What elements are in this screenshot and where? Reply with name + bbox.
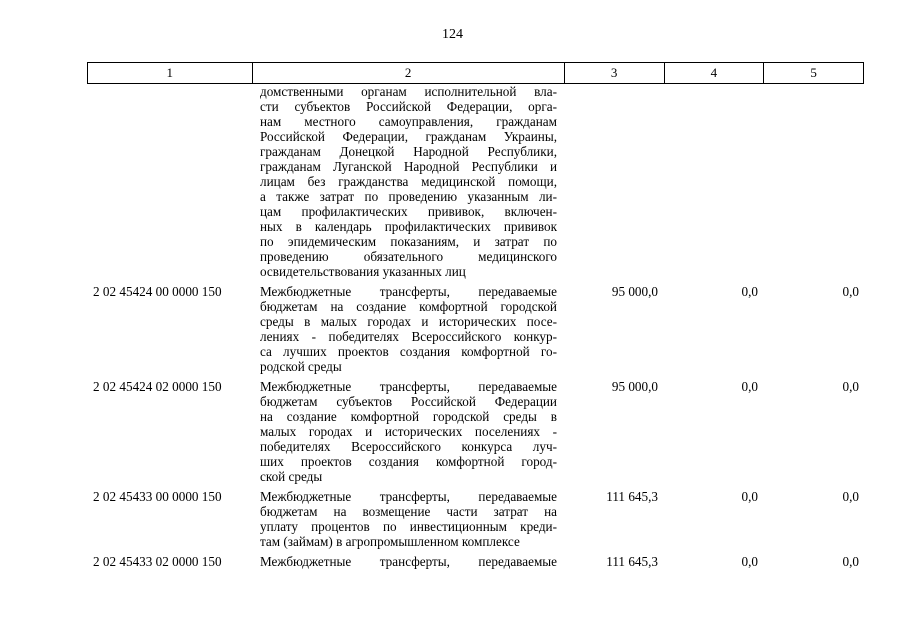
desc-line: гражданам Донецкой Народной Республики,: [260, 144, 557, 159]
desc-line: цам профилактических прививок, включен-: [260, 204, 557, 219]
desc-line: бюджетам субъектов Российской Федерации: [260, 394, 557, 409]
table-row-continuation: [87, 84, 864, 279]
row-code-empty: [87, 84, 252, 279]
desc-line: на создание комфортной городской среды в: [260, 409, 557, 424]
header-col-5: 5: [810, 65, 817, 80]
row-value-col5: 0,0: [842, 379, 859, 394]
desc-line: бюджетам на возмещение части затрат на: [260, 504, 557, 519]
desc-line: уплату процентов по инвестиционным креди-: [260, 519, 557, 534]
row-code: 2 02 45433 02 0000 150: [93, 554, 222, 569]
row-description: [252, 84, 565, 279]
desc-line: домственными органам исполнительной вла-: [260, 84, 557, 99]
desc-line: Российской Федерации, гражданам Украины,: [260, 129, 557, 144]
row-value-col3: 95 000,0: [611, 379, 658, 394]
desc-line: ных в календарь профилактических прививок: [260, 219, 557, 234]
header-col-3: 3: [565, 63, 665, 83]
desc-line: ших проектов создания комфортной город-: [260, 454, 557, 469]
desc-line: по эпидемическим показаниям, и затрат по: [260, 234, 557, 249]
page-number: 124: [442, 27, 463, 42]
desc-line: Межбюджетные трансферты, передаваемые: [260, 284, 557, 299]
desc-line: там (займам) в агропромышленном комплексе: [260, 534, 520, 549]
row-code: 2 02 45433 00 0000 150: [93, 489, 222, 504]
desc-line: са лучших проектов создания комфортной го-: [260, 344, 557, 359]
desc-line: бюджетам на создание комфортной городской: [260, 299, 557, 314]
desc-line: сти субъектов Российской Федерации, орга-: [260, 99, 557, 114]
header-col-4: 4: [665, 63, 765, 83]
desc-line: а также затрат по проведению указанным ли-: [260, 189, 557, 204]
row-value-col3: 95 000,0: [611, 284, 658, 299]
desc-line: ской среды: [260, 469, 323, 484]
row-value-col4: 0,0: [741, 554, 758, 569]
row-value-col5: 0,0: [842, 284, 859, 299]
desc-line: освидетельствования указанных лиц: [260, 264, 466, 279]
row-value-col4: 0,0: [741, 284, 758, 299]
header-col-2: 2: [253, 63, 565, 83]
budget-table: [87, 62, 864, 569]
row-value-col5: 0,0: [842, 554, 859, 569]
desc-line: лицам без гражданства медицинской помощи,: [260, 174, 557, 189]
row-code: 2 02 45424 02 0000 150: [93, 379, 222, 394]
row-value-col3: 111 645,3: [606, 554, 658, 569]
row-value-col3: 111 645,3: [606, 489, 658, 504]
desc-line: Межбюджетные трансферты, передаваемые: [260, 379, 557, 394]
desc-line: малых городах и исторических поселениях -: [260, 424, 557, 439]
desc-line: проведению обязательного медицинского: [260, 249, 557, 264]
row-value-col4: 0,0: [741, 379, 758, 394]
header-col-1: 1: [88, 63, 253, 83]
desc-line: нам местного самоуправления, гражданам: [260, 114, 557, 129]
table-row: [87, 379, 864, 484]
table-row: [87, 554, 864, 569]
row-description: [252, 489, 565, 549]
table-header-row: [87, 62, 864, 84]
desc-line: победителях Всероссийского конкурса луч-: [260, 439, 557, 454]
desc-line: лениях - победителях Всероссийского конкур-: [260, 329, 557, 344]
row-code: 2 02 45424 00 0000 150: [93, 284, 222, 299]
desc-line: среды в малых городах и исторических посе-: [260, 314, 557, 329]
desc-line: родской среды: [260, 359, 342, 374]
row-value-col4: 0,0: [741, 489, 758, 504]
table-row: [87, 284, 864, 374]
desc-line: Межбюджетные трансферты, передаваемые: [260, 554, 557, 569]
row-description: [252, 554, 565, 569]
desc-line: гражданам Луганской Народной Республики и: [260, 159, 557, 174]
row-value-col5: 0,0: [842, 489, 859, 504]
row-description: [252, 284, 565, 374]
desc-line: Межбюджетные трансферты, передаваемые: [260, 489, 557, 504]
row-description: [252, 379, 565, 484]
table-row: [87, 489, 864, 549]
